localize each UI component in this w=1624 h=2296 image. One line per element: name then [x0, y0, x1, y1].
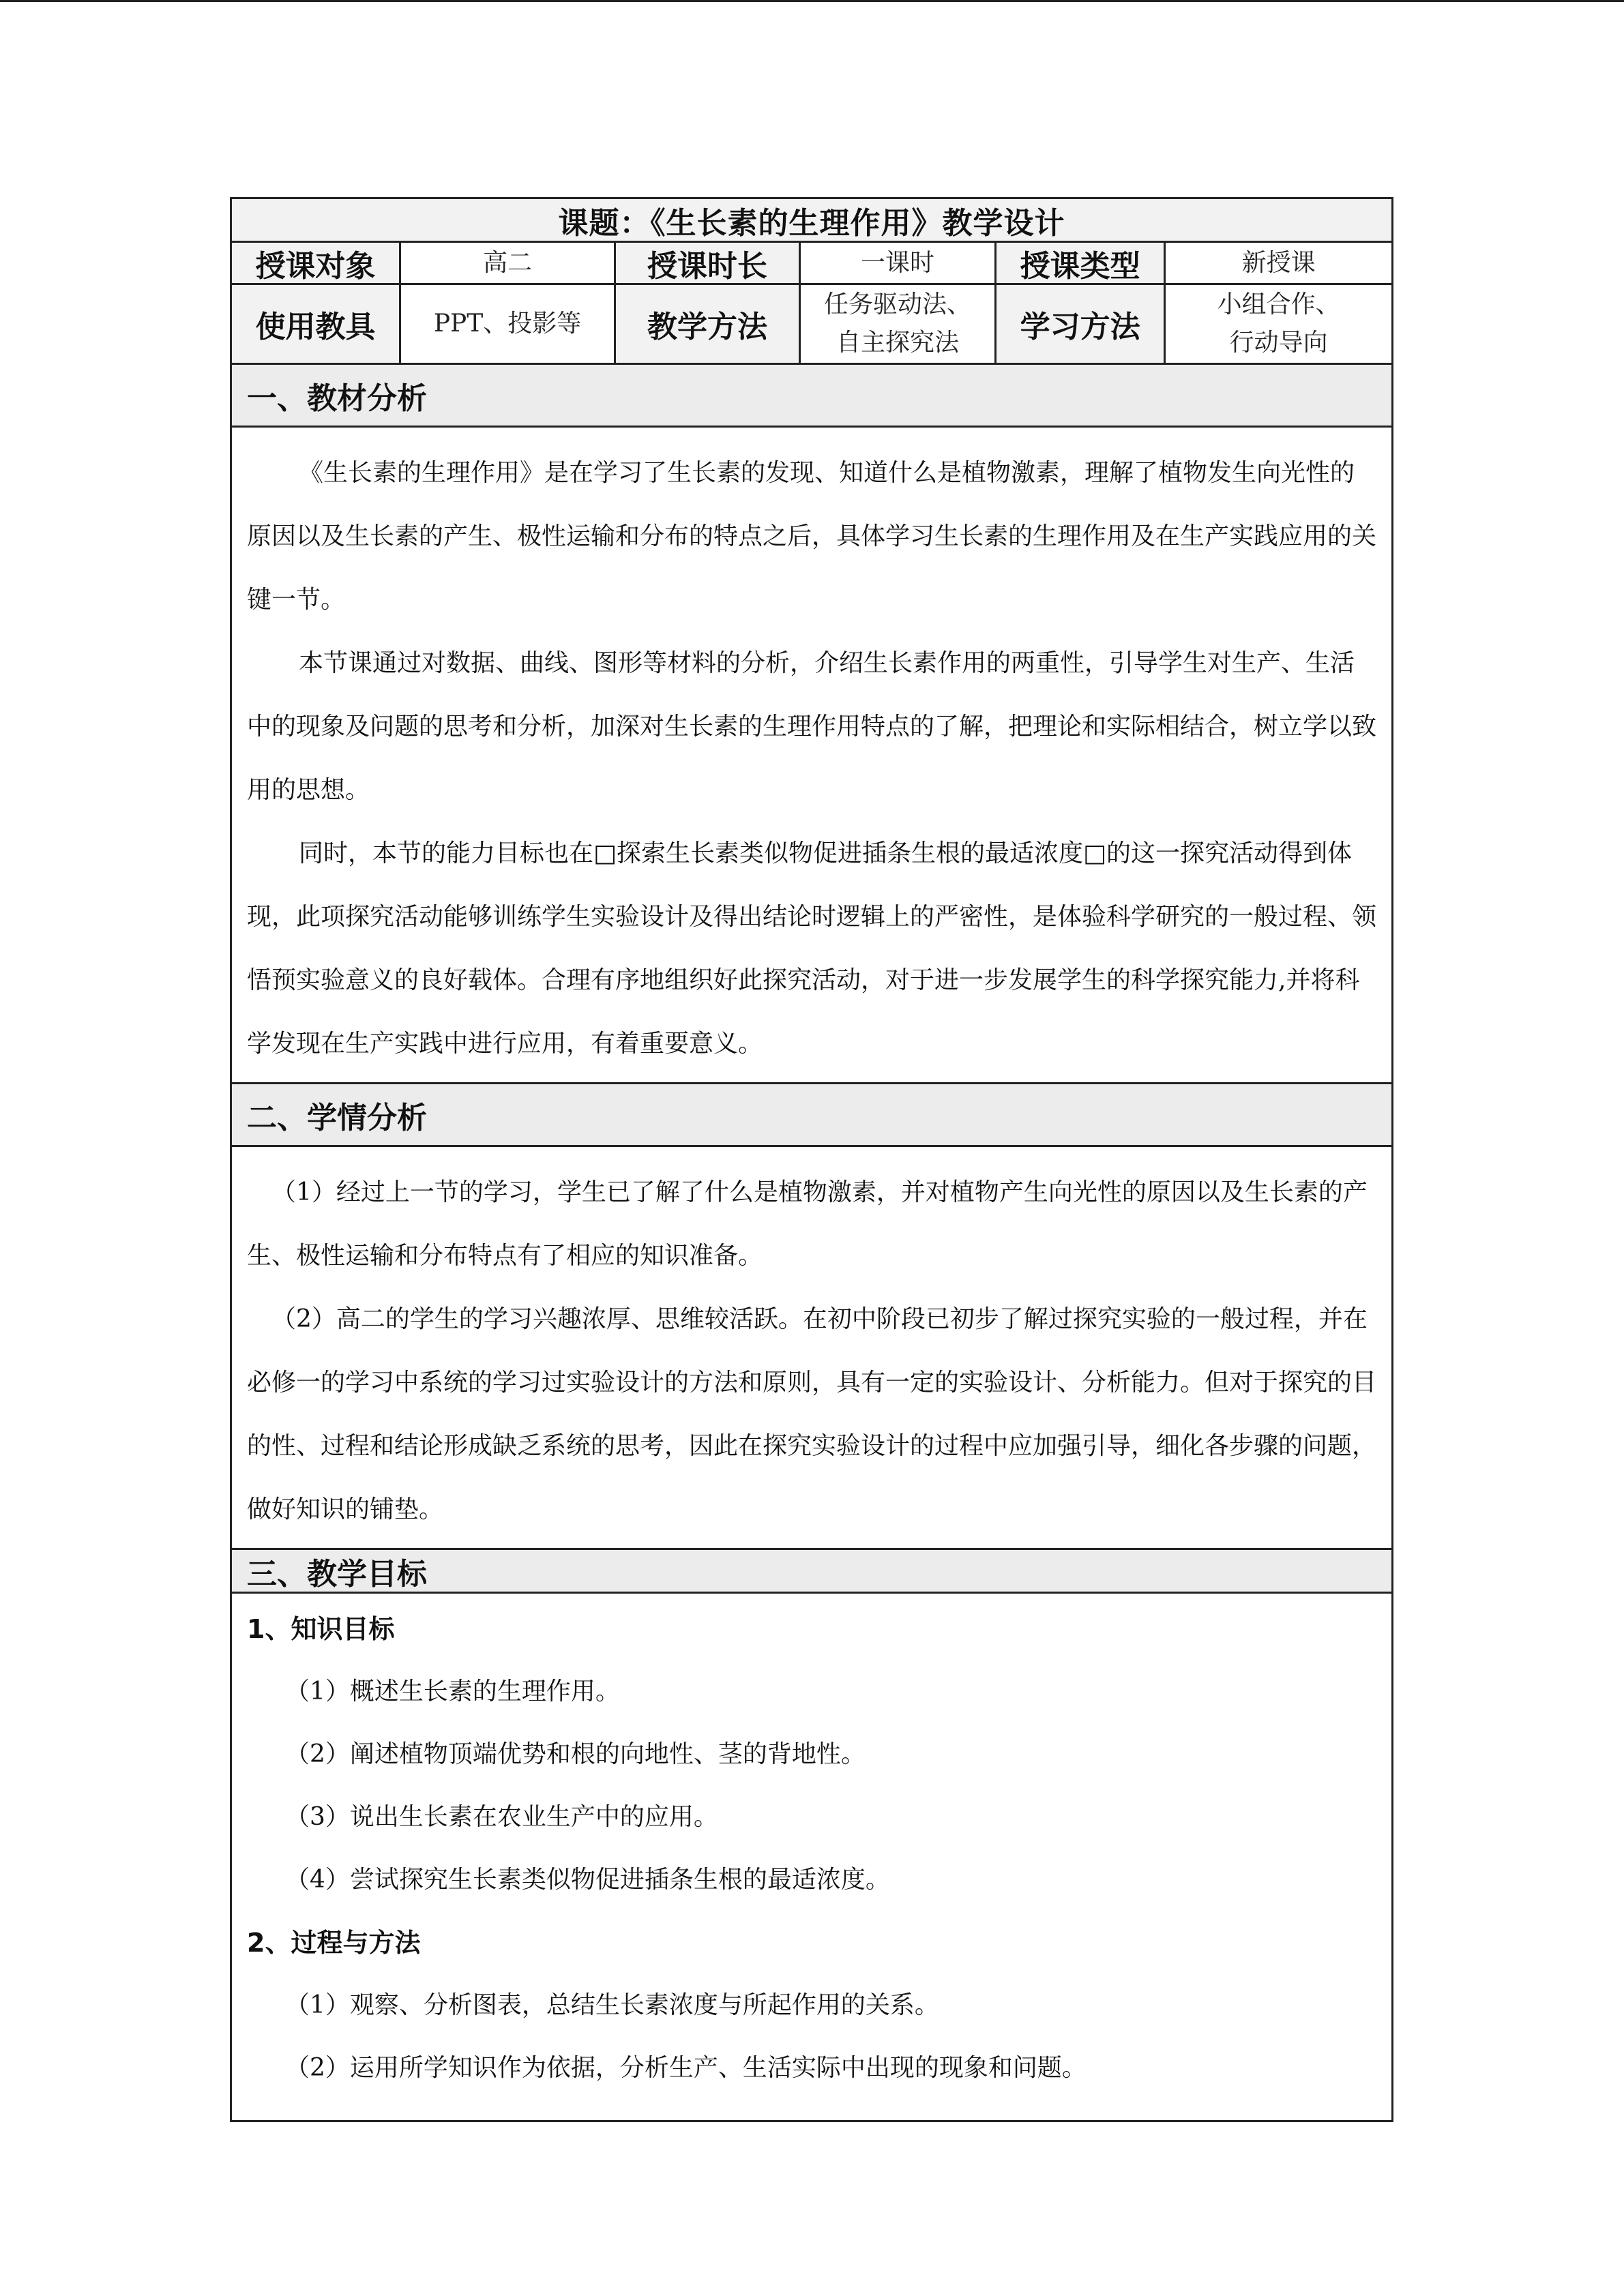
list-item: （2）运用所学知识作为依据，分析生产、生活实际中出现的现象和问题。 — [285, 2054, 1087, 2082]
list-item: （4）尝试探究生长素类似物促进插条生根的最适浓度。 — [285, 1866, 890, 1894]
audience-label: 授课对象 — [232, 243, 401, 283]
subheading-process-methods: 2、过程与方法 — [247, 1928, 421, 1958]
section-body-textbook-analysis — [232, 428, 1391, 1084]
list-item: （3）说出生长素在农业生产中的应用。 — [285, 1803, 718, 1831]
learning-method-line-1: 小组合作、 — [1217, 290, 1340, 318]
lesson-type-label: 授课类型 — [996, 243, 1166, 283]
section-heading-student-analysis: 二、学情分析 — [232, 1084, 1391, 1147]
tools-label: 使用教具 — [232, 285, 401, 363]
learning-method-label: 学习方法 — [996, 285, 1166, 363]
paragraph: （1）经过上一节的学习，学生已了解了什么是植物激素，并对植物产生向光性的原因以及生长素的产生、极性运输和分布特点有了相应的知识准备。 — [247, 1178, 1368, 1270]
teaching-method-label: 教学方法 — [616, 285, 801, 363]
page-top-rule — [0, 0, 1624, 2]
learning-method-value — [1166, 285, 1391, 363]
lesson-type-value: 新授课 — [1241, 248, 1316, 277]
list-item: （1）概述生长素的生理作用。 — [285, 1678, 620, 1705]
section-heading-teaching-goals: 三、教学目标 — [232, 1550, 1391, 1594]
section-body-teaching-goals — [232, 1594, 1391, 2120]
section-heading-textbook-analysis: 一、教材分析 — [232, 365, 1391, 428]
subheading-knowledge-goals: 1、知识目标 — [247, 1614, 395, 1644]
audience-value: 高二 — [401, 243, 616, 283]
paragraph: （2）高二的学生的学习兴趣浓厚、思维较活跃。在初中阶段已初步了解过探究实验的一般过程，并在必修一的学习中系统的学习过实验设计的方法和原则，具有一定的实验设计、分析能力。但对于探究的目的性、过程和结论形成缺乏系统的思考，因此在探究实验设计的过程中应加强引导，细化各步骤的问题，做好知识的铺垫。 — [247, 1305, 1377, 1523]
tools-value-text: PPT、投影等 — [433, 310, 582, 338]
list-item: （1）观察、分析图表，总结生长素浓度与所起作用的关系。 — [285, 1991, 939, 2019]
section-body-student-analysis — [232, 1147, 1391, 1550]
title-row — [232, 199, 1391, 243]
paragraph: 同时，本节的能力目标也在□探索生长素类似物促进插条生根的最适浓度□的这一探究活动得到体现，此项探究活动能够训练学生实验设计及得出结论时逻辑上的严密性，是体验科学研究的一般过程、领悟预实验意义的良好载体。合理有序地组织好此探究活动，对于进一步发展学生的科学探究能力,并将科学发现在生产实践中进行应用，有着重要意义。 — [247, 839, 1377, 1058]
learning-method-line-2: 行动导向 — [1229, 329, 1328, 357]
teaching-method-value — [801, 285, 996, 363]
teaching-method-line-2: 自主探究法 — [836, 329, 960, 357]
lesson-plan-table — [230, 197, 1393, 2122]
duration-value: 一课时 — [801, 243, 996, 283]
teaching-method-line-1: 任务驱动法、 — [824, 290, 972, 318]
list-item: （2）阐述植物顶端优势和根的向地性、茎的背地性。 — [285, 1740, 866, 1768]
paragraph: 本节课通过对数据、曲线、图形等材料的分析，介绍生长素作用的两重性，引导学生对生产、生活中的现象及问题的思考和分析，加深对生长素的生理作用特点的了解，把理论和实际相结合，树立学以致用的思想。 — [247, 649, 1377, 804]
paragraph: 《生长素的生理作用》是在学习了生长素的发现、知道什么是植物激素，理解了植物发生向光性的原因以及生长素的产生、极性运输和分布的特点之后，具体学习生长素的生理作用及在生产实践应用的关键一节。 — [247, 459, 1377, 614]
meta-row-1 — [232, 243, 1391, 285]
duration-label: 授课时长 — [616, 243, 801, 283]
tools-value — [401, 285, 616, 363]
meta-row-2 — [232, 285, 1391, 365]
page-title: 课题：《生长素的生理作用》教学设计 — [558, 205, 1065, 241]
